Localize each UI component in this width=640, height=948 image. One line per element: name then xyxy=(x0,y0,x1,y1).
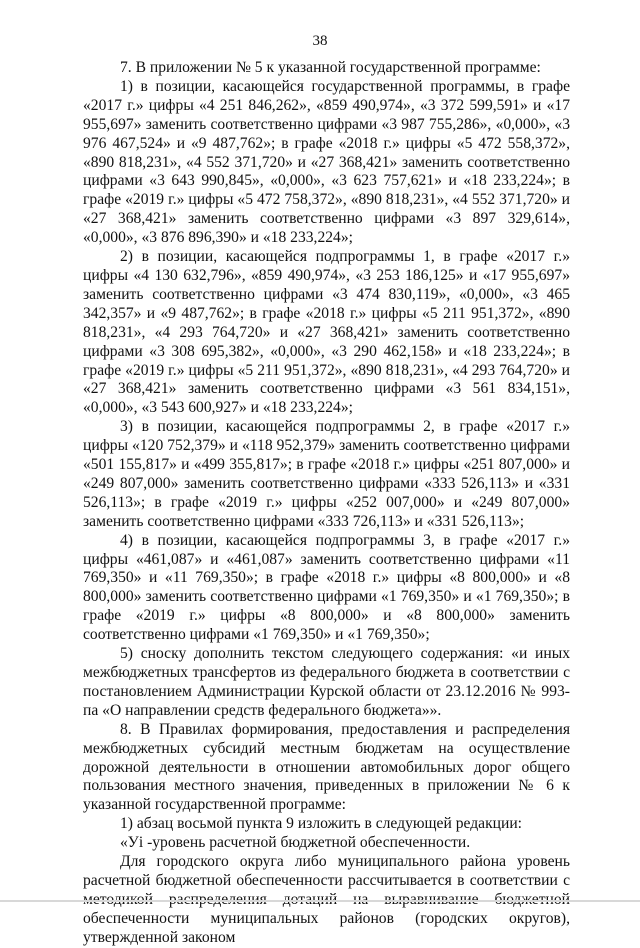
page-bottom-edge xyxy=(0,900,640,902)
page-number: 38 xyxy=(312,33,328,49)
paragraph-subitem-5-footnote: 5) сноску дополнить текстом следующего содержания: «и иных межбюджетных трансфертов из федерального бюджета в соответствии с постановлением Администрации Курской области от 23.12.2016 № 993-па «О направлении средств федерального бюджета»». xyxy=(83,645,570,719)
paragraph-subitem-3-subprogram-2: 3) в позиции, касающейся подпрограммы 2, в графе «2017 г.» цифры «120 752,379» и «118 952,379» заменить соответственно цифрами «501 155,817» и «499 355,817»; в графе «2018 г.» цифры «251 807,000» и «249 807,000» заменить соответственно цифрами «333 526,113» и «331 526,113»; в графе «2019 г.» цифры «252 007,000» и «249 807,000» заменить соответственно цифрами «333 726,113» и «331 526,113»; xyxy=(83,418,570,530)
paragraph-item-7: 7. В приложении № 5 к указанной государственной программе: xyxy=(120,59,541,76)
paragraph-subitem-1-state-program: 1) в позиции, касающейся государственной программы, в графе «2017 г.» цифры «4 251 846,262», «859 490,974», «3 372 599,591» и «17 955,697» заменить соответственно цифрами «3 987 755,286», «0,000», «3 976 467,524» и «9 487,762»; в графе «2018 г.» цифры «5 472 558,372», «890 818,231», «4 552 371,720» и «27 368,421» заменить соответственно цифрами «3 643 990,845», «0,000», «3 623 757,621» и «18 233,224»; в графе «2019 г.» цифры «5 472 758,372», «890 818,231», «4 552 371,720» и «27 368,421» заменить соответственно цифрами «3 897 329,614», «0,000», «3 876 896,390» и «18 233,224»; xyxy=(83,77,570,247)
paragraph-definition-ui: «Уi -уровень расчетной бюджетной обеспеченности. xyxy=(120,834,471,852)
paragraph-item-8-subitem-1: 1) абзац восьмой пункта 9 изложить в следующей редакции: xyxy=(120,815,523,833)
paragraph-subitem-2-subprogram-1: 2) в позиции, касающейся подпрограммы 1, в графе «2017 г.» цифры «4 130 632,796», «859 490,974», «3 253 186,125» и «17 955,697» заменить соответственно цифрами «3 474 830,119», «0,000», «3 465 342,357» и «9 487,762»; в графе «2018 г.» цифры «5 211 951,372», «890 818,231», «4 293 764,720» и «27 368,421» заменить соответственно цифрами «3 308 695,382», «0,000», «3 290 462,158» и «18 233,224»; в графе «2019 г.» цифры «5 211 951,372», «890 818,231», «4 293 764,720» и «27 368,421» заменить соответственно цифрами «3 561 834,151», «0,000», «3 543 600,927» и «18 233,224»; xyxy=(83,248,570,417)
paragraph-item-8: 8. В Правилах формирования, предоставления и распределения межбюджетных субсидий местным бюджетам на осуществление дорожной деятельности в отношении автомобильных дорог общего пользования местного значения, приведенных в приложении № 6 к указанной государственной программе: xyxy=(83,720,570,814)
paragraph-municipal-level: Для городского округа либо муниципального района уровень расчетной бюджетной обеспеченности рассчитывается в соответствии с обеспеченности муниципальных районов (городских округов), утвержденной законом xyxy=(83,853,570,946)
paragraph-subitem-4-subprogram-3: 4) в позиции, касающейся подпрограммы 3, в графе «2017 г.» цифры «461,087» и «461,087» заменить соответственно цифрами «11 769,350» и «11 769,350»; в графе «2018 г.» цифры «8 800,000» и «8 800,000» заменить соответственно цифрами «1 769,350» и «1 769,350»; в графе «2019 г.» цифры «8 800,000» и «8 800,000» заменить соответственно цифрами «1 769,350» и «1 769,350»; xyxy=(83,531,570,644)
document-body xyxy=(83,59,570,948)
